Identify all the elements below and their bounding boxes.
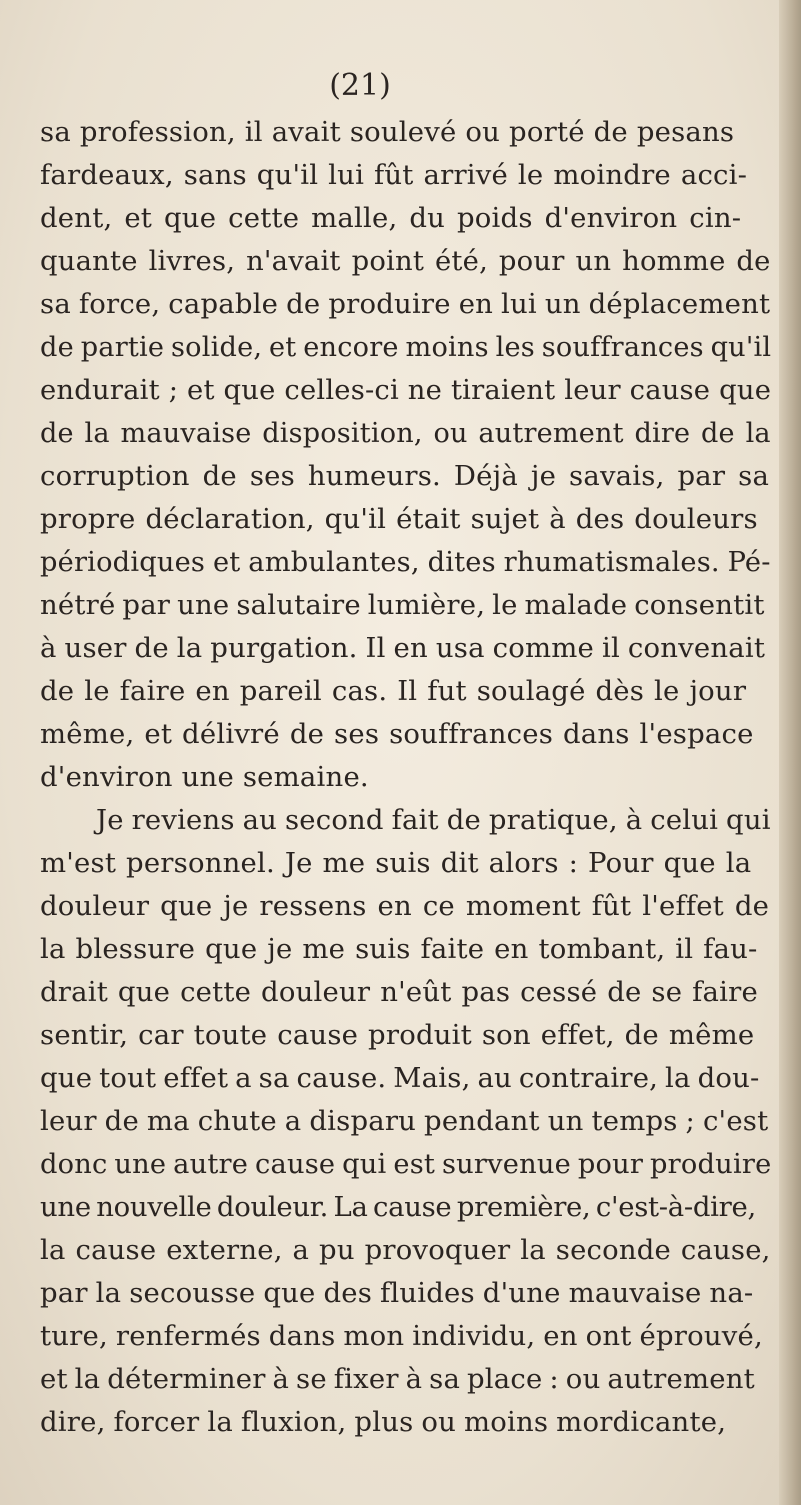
text-line: que tout effet a sa cause. Mais, au contraire, la dou- [40,1062,760,1094]
text-line: dire, forcer la fluxion, plus ou moins mordicante, [40,1406,727,1438]
text-line: périodiques et ambulantes, dites rhumatismales. Pé- [40,546,771,578]
text-line: drait que cette douleur n'eût pas cessé de se faire [40,976,758,1008]
text-line: par la secousse que des fluides d'une mauvaise na- [40,1277,754,1309]
text-line: de la mauvaise disposition, ou autrement dire de la [40,417,771,449]
text-line: ture, renfermés dans mon individu, en ont éprouvé, [40,1320,763,1352]
text-line: endurait ; et que celles-ci ne tiraient leur cause que [40,374,772,406]
text-line: et la déterminer à se fixer à sa place : ou autrement [40,1363,755,1395]
text-line: quante livres, n'avait point été, pour un homme de [40,245,771,277]
text-line: de partie solide, et encore moins les souffrances qu'il [40,331,772,363]
text-line: même, et délivré de ses souffrances dans l'espace [40,718,754,750]
text-line: une nouvelle douleur. La cause première, c'est-à-dire, [40,1191,756,1223]
text-line: douleur que je ressens en ce moment fût l'effet de [40,890,770,922]
page-edge [779,0,801,1505]
text-line: Je reviens au second fait de pratique, à celui qui [96,804,771,836]
text-line: de le faire en pareil cas. Il fut soulagé dès le jour [40,675,747,707]
text-line: corruption de ses humeurs. Déjà je savais, par sa [40,460,770,492]
text-line: donc une autre cause qui est survenue pour produire [40,1148,772,1180]
text-line: sa force, capable de produire en lui un déplacement [40,288,771,320]
page-number: (21) [329,68,391,103]
text-line: leur de ma chute a disparu pendant un temps ; c'est [40,1105,769,1137]
text-line: d'environ une semaine. [40,761,369,793]
text-line: à user de la purgation. Il en usa comme il convenait [40,632,766,664]
text-line: sa profession, il avait soulevé ou porté de pesans [40,116,735,148]
text-line: la blessure que je me suis faite en tombant, il fau- [40,933,758,965]
text-line: la cause externe, a pu provoquer la seconde cause, [40,1234,771,1266]
text-line: m'est personnel. Je me suis dit alors : Pour que la [40,847,752,879]
text-line: dent, et que cette malle, du poids d'environ cin- [40,202,742,234]
text-line: fardeaux, sans qu'il lui fût arrivé le moindre acci- [40,159,748,191]
text-line: sentir, car toute cause produit son effet, de même [40,1019,755,1051]
text-line: nétré par une salutaire lumière, le malade consentit [40,589,765,621]
text-line: propre déclaration, qu'il était sujet à des douleurs [40,503,758,535]
